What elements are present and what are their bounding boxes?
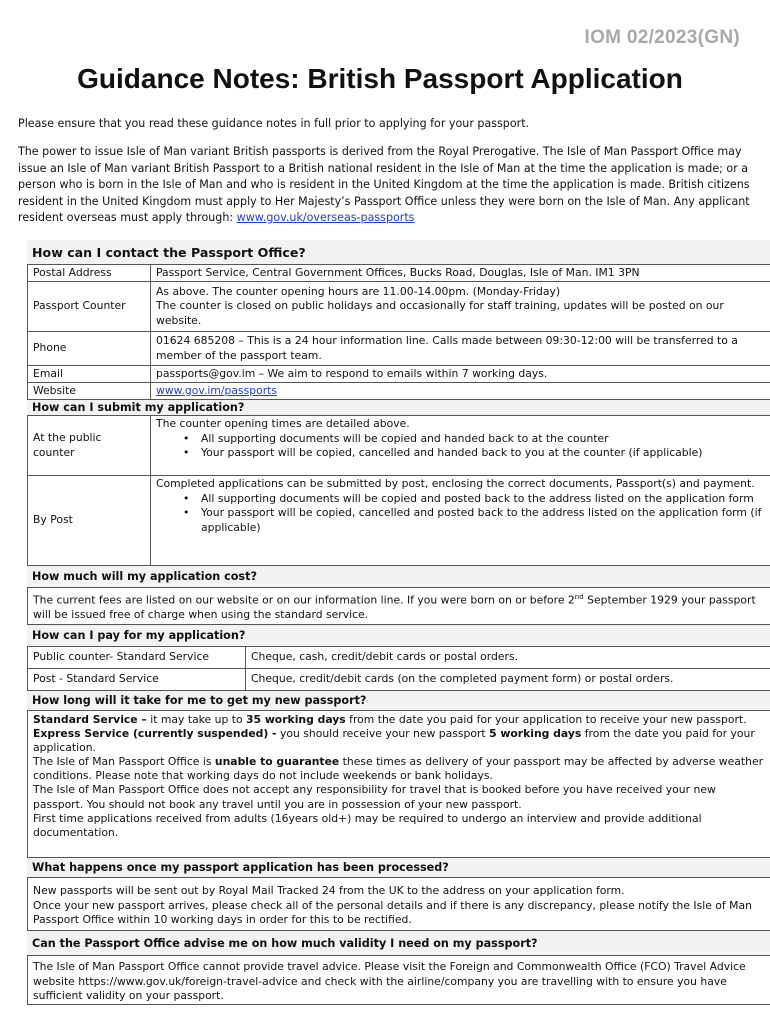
standard-service-text [33,713,765,727]
pay-method-value: Cheque, credit/debit cards (on the completed payment form) or postal orders. [246,669,770,691]
table-row [28,332,770,366]
express-service-days: 5 working days [489,727,582,741]
guarantee-text [33,755,765,783]
page-title: Guidance Notes: British Passport Application [77,63,683,94]
document-reference: IOM 02/2023(GN) [584,27,740,48]
time-box [27,710,770,858]
list-item: • Your passport will be copied, cancelled and handed back to you at the counter (if applicable) [201,446,765,461]
website-link[interactable]: www.gov.im/passports [156,383,278,397]
interview-text: First time applications received from adults (16years old+) may be required to undergo an interview and provide additional documentation. [33,811,702,839]
contact-label: Postal Address [28,265,151,282]
intro-paragraph [18,144,750,227]
time-text: from the date you paid for your application. [33,727,755,755]
date-suffix: nd [574,593,584,601]
express-service-text [33,727,765,755]
cost-text-cont: September 1929 your passport will be issued free of charge when using the standard service. [33,593,756,622]
contact-value: Passport Service, Central Government Offices, Bucks Road, Douglas, Isle of Man. IM1 3PN [151,265,770,282]
contact-value: 01624 685208 – This is a 24 hour information line. Calls made between 09:30-12:00 will be transferred to a member of the passport team. [151,332,770,366]
processed-heading: What happens once my passport application has been processed? [27,858,770,877]
time-text: you should receive your new passport [276,727,490,741]
list-item: • All supporting documents will be copied and posted back to the address listed on the application form [201,492,765,507]
submit-method-detail [151,476,770,566]
pay-method-label: Post - Standard Service [28,669,246,691]
processed-box [27,877,770,931]
guidance-content [27,240,770,1005]
table-row [28,669,770,691]
standard-service-label: Standard Service – [33,713,147,726]
contact-label: Phone [28,332,151,366]
post-intro: Completed applications can be submitted by post, enclosing the correct documents, Passport(s) and payment. [156,477,755,490]
submit-method-label: At the public counter [28,416,151,476]
counter-intro: The counter opening times are detailed above. [156,417,410,430]
contact-table [27,264,770,400]
cost-text: The current fees are listed on our website or on our information line. If you were born on or before 2 [33,593,575,607]
validity-heading: Can the Passport Office advise me on how much validity I need on my passport? [27,931,770,955]
table-row [28,416,770,476]
contact-label: Website [28,383,151,400]
time-text: from the date you paid for your application to receive your new passport. [345,713,747,726]
cost-heading: How much will my application cost? [27,566,770,587]
submit-heading: How can I submit my application? [27,400,770,415]
contact-value: As above. The counter opening hours are 11.00-14.00pm. (Monday-Friday) The counter is closed on public holidays and occasionally for staff training, updates will be posted on our website. [151,282,770,332]
contact-value [151,383,770,400]
validity-text: The Isle of Man Passport Office cannot provide travel advice. Please visit the Foreign and Commonwealth Office (FCO) Travel Advice website https://www.gov.uk/foreign-travel-advice and check with the airline/company you are travelling with to ensure you have sufficient validity on your passport. [33,960,746,1002]
table-row [28,383,770,400]
guarantee-bold: unable to guarantee [214,755,340,769]
standard-service-days: 35 working days [246,713,346,726]
contact-label: Email [28,366,151,383]
cost-box [27,587,770,625]
time-heading: How long will it take for me to get my new passport? [27,691,770,710]
table-row [28,265,770,282]
contact-heading: How can I contact the Passport Office? [27,240,770,264]
time-text: these times as delivery of your passport may be affected by adverse weather conditions. Please note that working days do not include weekends or bank holidays. [33,755,764,783]
table-row [28,476,770,566]
processed-text-1: New passports will be sent out by Royal Mail Tracked 24 from the UK to the address on your application form. [33,884,625,897]
intro-text: The power to issue Isle of Man variant British passports is derived from the Royal Prerogative. The Isle of Man Passport Office may issue an Isle of Man variant British Passport to a British national resident in the Isle of Man at the time the application is made; or a person who is born in the Isle of Man and who is resident in the United Kingdom at the time the application is made. British citizens resident in the United Kingdom must apply to Her Majesty’s Passport Office unless they were born on the Isle of Man. Any applicant resident overseas must apply through: [18,145,750,224]
travel-responsibility-text: The Isle of Man Passport Office does not accept any responsibility for travel that is booked before you have received your new passport. You should not book any travel until you are in possession of your new passport. [33,783,716,811]
contact-label: Passport Counter [28,282,151,332]
submit-method-label: By Post [28,476,151,566]
overseas-passports-link[interactable]: www.gov.uk/overseas-passports [236,211,415,224]
pay-method-label: Public counter- Standard Service [28,647,246,669]
table-row [28,366,770,383]
time-text: The Isle of Man Passport Office is [33,755,215,769]
contact-value: passports@gov.im – We aim to respond to emails within 7 working days. [151,366,770,383]
table-row [28,282,770,332]
pay-method-value: Cheque, cash, credit/debit cards or postal orders. [246,647,770,669]
submit-table [27,415,770,566]
pay-heading: How can I pay for my application? [27,625,770,646]
list-item: • All supporting documents will be copied and handed back to at the counter [201,432,765,447]
counter-bullet-list [156,432,765,461]
pay-table [27,646,770,691]
time-text: it may take up to [146,713,247,726]
processed-text-2: Once your new passport arrives, please check all of the personal details and if there is any discrepancy, please notify the Isle of Man Passport Office within 10 working days in order for this to be rectified. [33,898,752,926]
post-bullet-list [156,492,765,536]
list-item: • Your passport will be copied, cancelled and posted back to the address listed on the application form (if applicable) [201,506,765,535]
express-service-label: Express Service (currently suspended) - [33,727,277,741]
validity-box [27,955,770,1005]
intro-notice: Please ensure that you read these guidance notes in full prior to applying for your passport. [18,117,530,130]
submit-method-detail [151,416,770,476]
table-row [28,647,770,669]
